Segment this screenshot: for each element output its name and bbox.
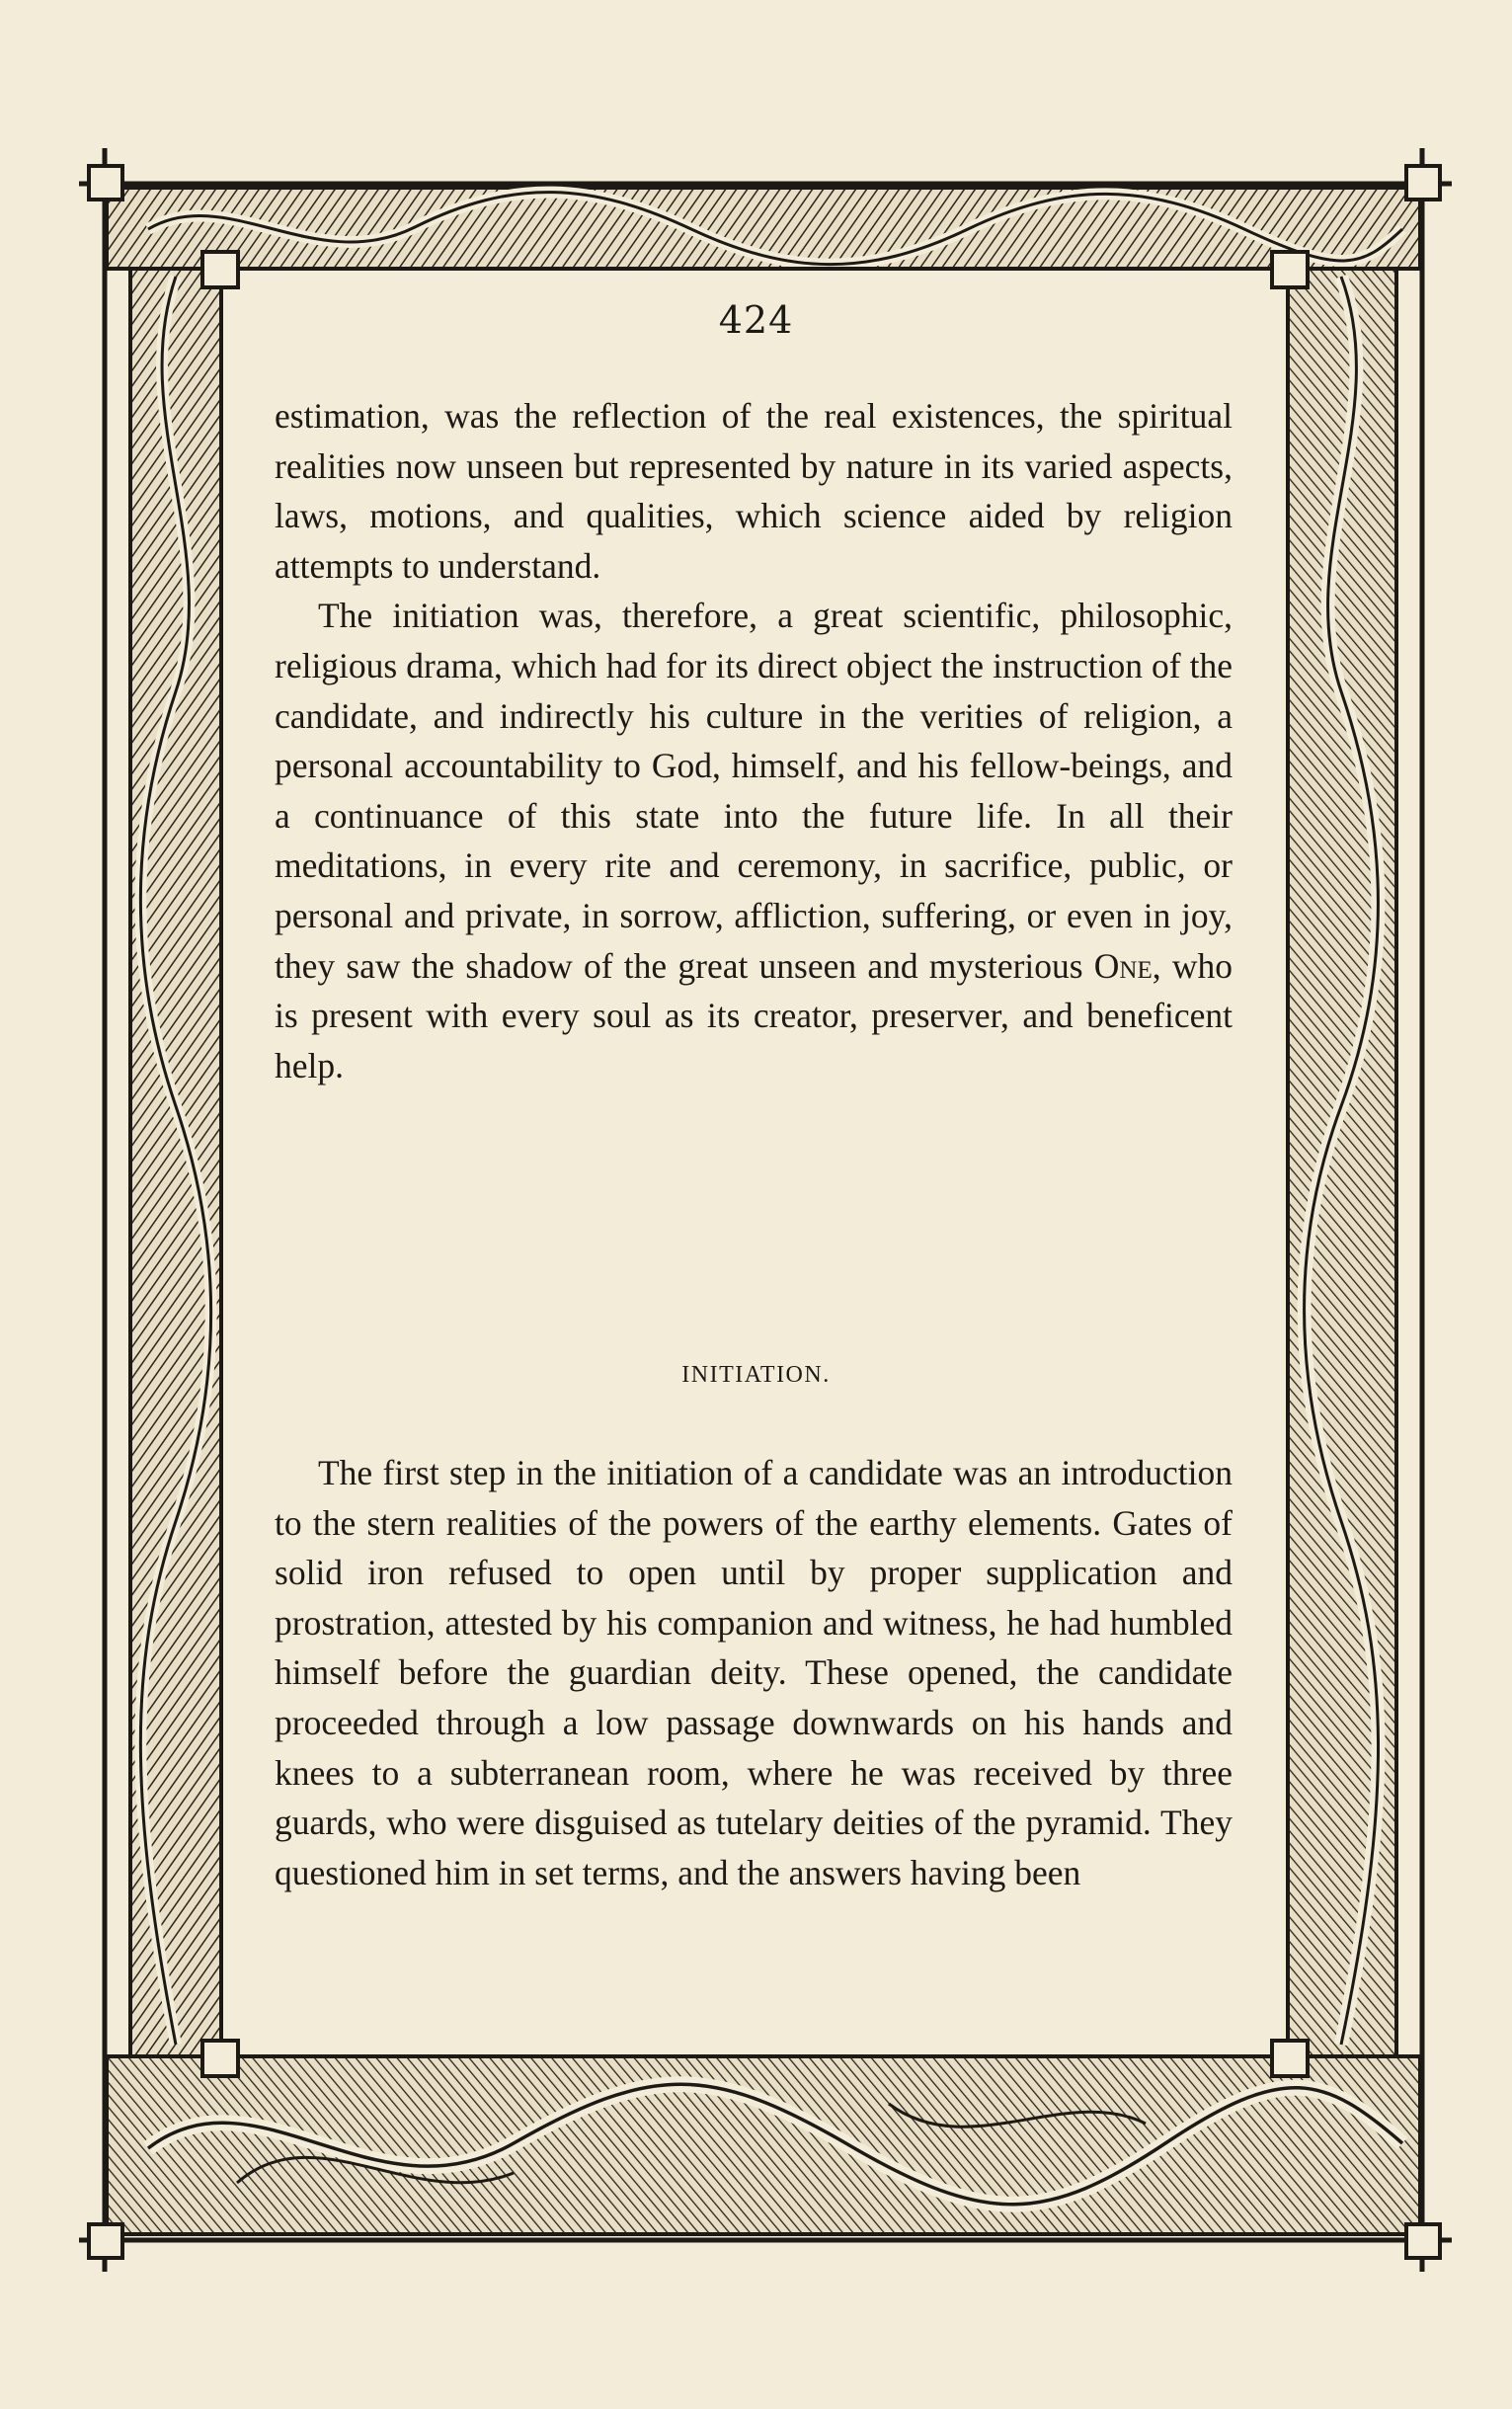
page-number: 424	[718, 298, 794, 342]
paragraph-first-step: The first step in the initiation of a candidate was an introduction to the stern realities of the powers of the earthy elements. Gates of solid iron refused to open until by proper supplication and prostration, attested by his companion and witness, he had humbled himself before the guardian deity. These opened, the candidate proceeded through a low passage downwards on his hands and knees to a subterranean room, where he was received by three guards, who were disguised as tutelary deities of the pyramid. They questioned him in set terms, and the answers having been	[275, 1453, 1233, 1892]
paragraph-text-end: , who is present with every soul as its creator, preserver, and beneficent help.	[275, 945, 1233, 1085]
paragraph-text-start: The initiation was, therefore, a great scientific, philosophic, religious drama, which had for its direct object the instruction of the candidate, and indirectly his culture in the verities of religion, a personal accountability to God, himself, and his fellow-beings, and a continuance of this state into the future life. In all their meditations, in every rite and ceremony, in sacrifice, public, or personal and private, in sorrow, affliction, suffering, or even in joy, they saw the shadow of the great unseen and mysterious	[275, 596, 1233, 986]
border-left	[130, 269, 221, 2056]
border-bottom	[107, 2056, 1420, 2234]
text-block-top	[275, 391, 1233, 1090]
paragraph-continuation: estimation, was the reflection of the real existences, the spiritual realities now unseen but represented by nature in its varied aspects, laws, motions, and qualities, which science aided by religion attempts to understand.	[275, 396, 1233, 586]
small-caps-word: One	[1093, 945, 1153, 986]
text-block-bottom	[275, 1448, 1233, 1897]
border-right	[1288, 269, 1396, 2056]
paragraph-initiation-drama	[275, 591, 1233, 1090]
section-heading: INITIATION.	[681, 1362, 831, 1388]
border-top	[107, 188, 1420, 269]
